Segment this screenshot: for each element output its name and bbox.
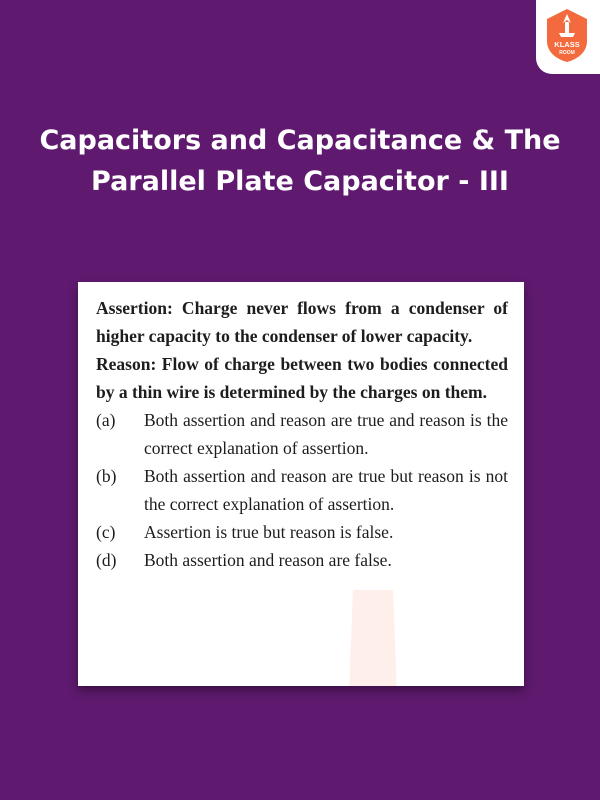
page-title xyxy=(0,120,600,202)
option-c[interactable] xyxy=(96,518,508,546)
option-b-text: Both assertion and reason are true but reason is not the correct explanation of assertion. xyxy=(144,466,508,514)
option-a[interactable] xyxy=(96,406,508,462)
page-title-line2: Parallel Plate Capacitor - III xyxy=(91,166,509,197)
logo-text-klass: KLASS xyxy=(554,40,580,49)
reason-statement: Reason: Flow of charge between two bodies connected by a thin wire is determined by the charges on them. xyxy=(96,354,508,402)
option-d-text: Both assertion and reason are false. xyxy=(144,550,392,570)
watermark-pen-icon xyxy=(308,582,438,686)
option-c-label: (c) xyxy=(96,522,116,542)
assertion-statement: Assertion: Charge never flows from a condenser of higher capacity to the condenser of lower capacity. xyxy=(96,298,508,346)
option-c-text: Assertion is true but reason is false. xyxy=(144,522,394,542)
klassroom-logo xyxy=(536,0,600,74)
option-b-label: (b) xyxy=(96,466,117,486)
klassroom-logo-badge xyxy=(543,7,591,63)
question-card xyxy=(78,282,524,686)
question-text xyxy=(96,294,508,574)
page-title-line1: Capacitors and Capacitance & The xyxy=(39,125,561,156)
option-d-label: (d) xyxy=(96,550,117,570)
option-a-text: Both assertion and reason are true and reason is the correct explanation of assertion. xyxy=(144,410,508,458)
option-b[interactable] xyxy=(96,462,508,518)
option-a-label: (a) xyxy=(96,410,116,430)
logo-text-room: ROOM xyxy=(559,50,575,56)
option-d[interactable] xyxy=(96,546,508,574)
